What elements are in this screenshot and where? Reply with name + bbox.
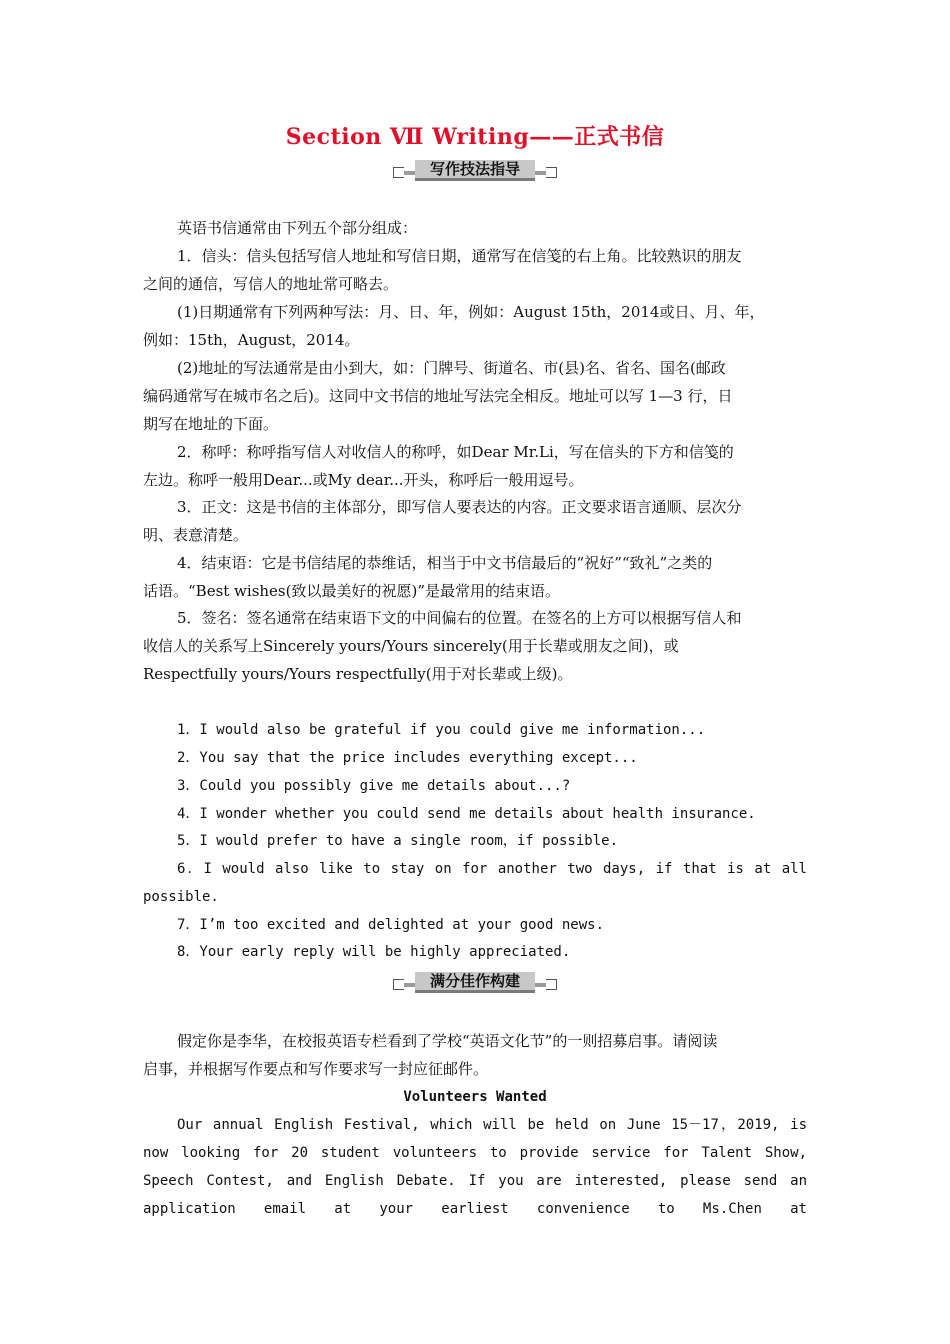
task-line: 启事，并根据写作要点和写作要求写一封应征邮件。	[143, 1060, 489, 1078]
part-line: 话语。“Best wishes(致以最美好的祝愿)”是最常用的结束语。	[143, 582, 561, 600]
notice-line: Our annual English Festival, which will be held on June 15－17，2019, is	[177, 1117, 807, 1133]
sentence-line: 4．I wonder whether you could send me details about health insurance.	[177, 806, 756, 822]
part-line: 期写在地址的下面。	[143, 415, 279, 433]
part-line: (1)日期通常有下列两种写法：月、日、年，例如：August 15th，2014或日、月、年，	[177, 303, 765, 321]
sentence-line: possible.	[143, 889, 219, 905]
part-line: (2)地址的写法通常是由小到大，如：门牌号、街道名、市(县)名、省名、国名(邮政	[177, 359, 726, 377]
part-line: 3．正文：这是书信的主体部分，即写信人要表达的内容。正文要求语言通顺、层次分	[177, 498, 742, 516]
sentence-line: 3．Could you possibly give me details about...?	[177, 778, 571, 794]
part-line: 收信人的关系写上Sincerely yours/Yours sincerely(用于长辈或朋友之间)，或	[143, 637, 679, 655]
task-line: 假定你是李华，在校报英语专栏看到了学校“英语文化节”的一则招募启事。请阅读	[177, 1032, 718, 1050]
part-line: 明、表意清楚。	[143, 526, 249, 544]
notice-line: Speech Contest, and English Debate. If you are interested, please send an	[143, 1173, 807, 1189]
notice-title: Volunteers Wanted	[403, 1089, 547, 1105]
sentence-line: 2．You say that the price includes everything except...	[177, 750, 638, 766]
part-line: 1．信头：信头包括写信人地址和写信日期，通常写在信笺的右上角。比较熟识的朋友	[177, 247, 742, 265]
banner-model-essay	[393, 972, 557, 994]
banner-label: 满分佳作构建	[415, 972, 535, 993]
sentence-line: 5．I would prefer to have a single room，if possible.	[177, 833, 619, 849]
part-line: 4．结束语：它是书信结尾的恭维话，相当于中文书信最后的“祝好”“致礼”之类的	[177, 554, 713, 572]
notice-line: application email at your earliest convenience to Ms.Chen at	[143, 1201, 807, 1217]
part-line: 5．签名：签名通常在结束语下文的中间偏右的位置。在签名的上方可以根据写信人和	[177, 609, 742, 627]
sentence-line: 6．I would also like to stay on for another two days, if that is at all	[177, 861, 807, 877]
banner-writing-skills	[393, 160, 557, 182]
part-line: 例如：15th，August，2014。	[143, 331, 360, 349]
part-line: 编码通常写在城市名之后)。这同中文书信的地址写法完全相反。地址可以写 1—3 行，日	[143, 387, 733, 405]
sentence-line: 1．I would also be grateful if you could give me information...	[177, 722, 706, 738]
notice-line: now looking for 20 student volunteers to provide service for Talent Show,	[143, 1145, 807, 1161]
sentence-line: 7．I’m too excited and delighted at your good news.	[177, 917, 605, 933]
part-line: 左边。称呼一般用Dear...或My dear...开头，称呼后一般用逗号。	[143, 471, 584, 489]
intro-text: 英语书信通常由下列五个部分组成：	[177, 219, 418, 237]
part-line: 之间的通信，写信人的地址常可略去。	[143, 275, 399, 293]
part-line: 2．称呼：称呼指写信人对收信人的称呼，如Dear Mr.Li，写在信头的下方和信笺的	[177, 443, 734, 461]
banner-label: 写作技法指导	[415, 160, 535, 181]
part-line: Respectfully yours/Yours respectfully(用于对长辈或上级)。	[143, 665, 573, 683]
section-title: Section Ⅶ Writing——正式书信	[285, 124, 665, 150]
sentence-line: 8．Your early reply will be highly appreciated.	[177, 944, 571, 960]
